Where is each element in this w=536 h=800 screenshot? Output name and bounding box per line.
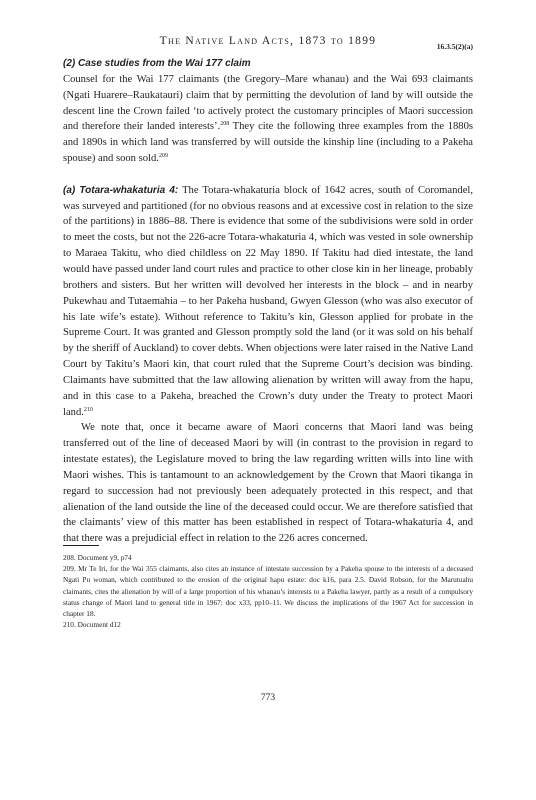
section-heading: (2) Case studies from the Wai 177 claim [63, 58, 251, 69]
section-reference: 16.3.5(2)(a) [436, 42, 473, 51]
case-subheading: (a) Totara-whakaturia 4: [63, 184, 179, 196]
intro-text: Counsel for the Wai 177 claimants (the Gregory–Mare whanau) and the Wai 693 claimants (Ngati Huarere–Raukatauri) claim that by permitting the devolution of land by will outside the descent line the Crown failed ‘to actively protect the customary principles of Maori succession and therefore their landed interests’. [63, 73, 473, 133]
footnote-marker[interactable]: 208 [220, 121, 230, 128]
case-text: The Totara-whakaturia block of 1642 acres, south of Coromandel, was surveyed and partitioned (for no obvious reasons and at excessive cost in relation to the size of the partitions) in 1886–88. There is evidence that some of the subdivisions were sold in order to meet the costs, but not the 226-acre Totara-whakaturia 4, which was vested in sole ownership to Maraea Takitu, who died childless on 22 May 1890. If Takitu had died intestate, the land would have passed under land court rules and practice to other close kin in her lineage, probably brothers and sisters. But her written will devolved her interests in the block – and in nearby Pukewhau and Tutaemahia – to her Pakeha husband, Gwyen Glesson (who was also executor of his late wife’s estate). Without reference to Takitu’s kin, Glesson applied for probate in the Supreme Court. It was granted and Glesson promptly sold the land (or it was sold on his behalf by the sheriff of Auckland) to cover debts. When objections were later raised in the Native Land Court by Takitu’s Maori kin, that court ruled that the Supreme Court’s decision was binding. Claimants have submitted that the law allowing alienation by written will away from the hapu, and in this case to a Pakeha, breached the Crown’s duty under the Treaty to protect Maori land. [63, 184, 473, 418]
body-text [63, 56, 473, 547]
intro-paragraph [63, 72, 473, 167]
footnote: 209. Mr Te Iri, for the Wai 355 claimants, also cites an instance of intestate succession by a Pakeha spouse to the interests of a deceased Ngati Pu woman, which contributed to the erosion of the original hapu estate: doc k16, para 2.5. David Robson, for the Marutuahu claimants, cites the alienation by will of a large proportion of his whanau’s interests to a Pakeha lawyer, partly as a result of a compulsory status change of Maori land to general title in 1967: doc x33, pp10–11. We discuss the implications of the 1967 Act for succession in chapter 18. [63, 564, 473, 619]
footnote-rule [63, 545, 99, 546]
case-paragraph [63, 183, 473, 421]
footnote-marker[interactable]: 210 [83, 406, 93, 413]
running-head: The Native Land Acts, 1873 to 1899 [159, 35, 377, 47]
intro-text-continued: They cite the following three examples from the 1880s and 1890s in which land was transferred by will outside the kinship line (including to a Pakeha spouse) and soon sold. [63, 121, 473, 165]
footnote-marker[interactable]: 209 [158, 153, 168, 160]
footnote: 208. Document y9, p74 [63, 553, 132, 562]
finding-paragraph: We note that, once it became aware of Maori concerns that Maori land was being transferred out of the line of deceased Maori by will (in contrast to the provision in regard to intestate estates), the Legislature moved to bring the law regarding written wills into line with Maori wishes. This is tantamount to an acknowledgement by the Crown that Maori tikanga in regard to succession had not previously been adequately protected in this respect, and that alienation of the land outside the line of the deceased could occur. We are therefore satisfied that the claimants’ view of this matter has been established in respect of Totara-whakaturia 4, and that there was a prejudicial effect in relation to the 226 acres concerned. [63, 422, 473, 545]
footnote: 210. Document d12 [63, 620, 121, 630]
page-number: 773 [260, 693, 276, 703]
footnotes [63, 552, 473, 630]
